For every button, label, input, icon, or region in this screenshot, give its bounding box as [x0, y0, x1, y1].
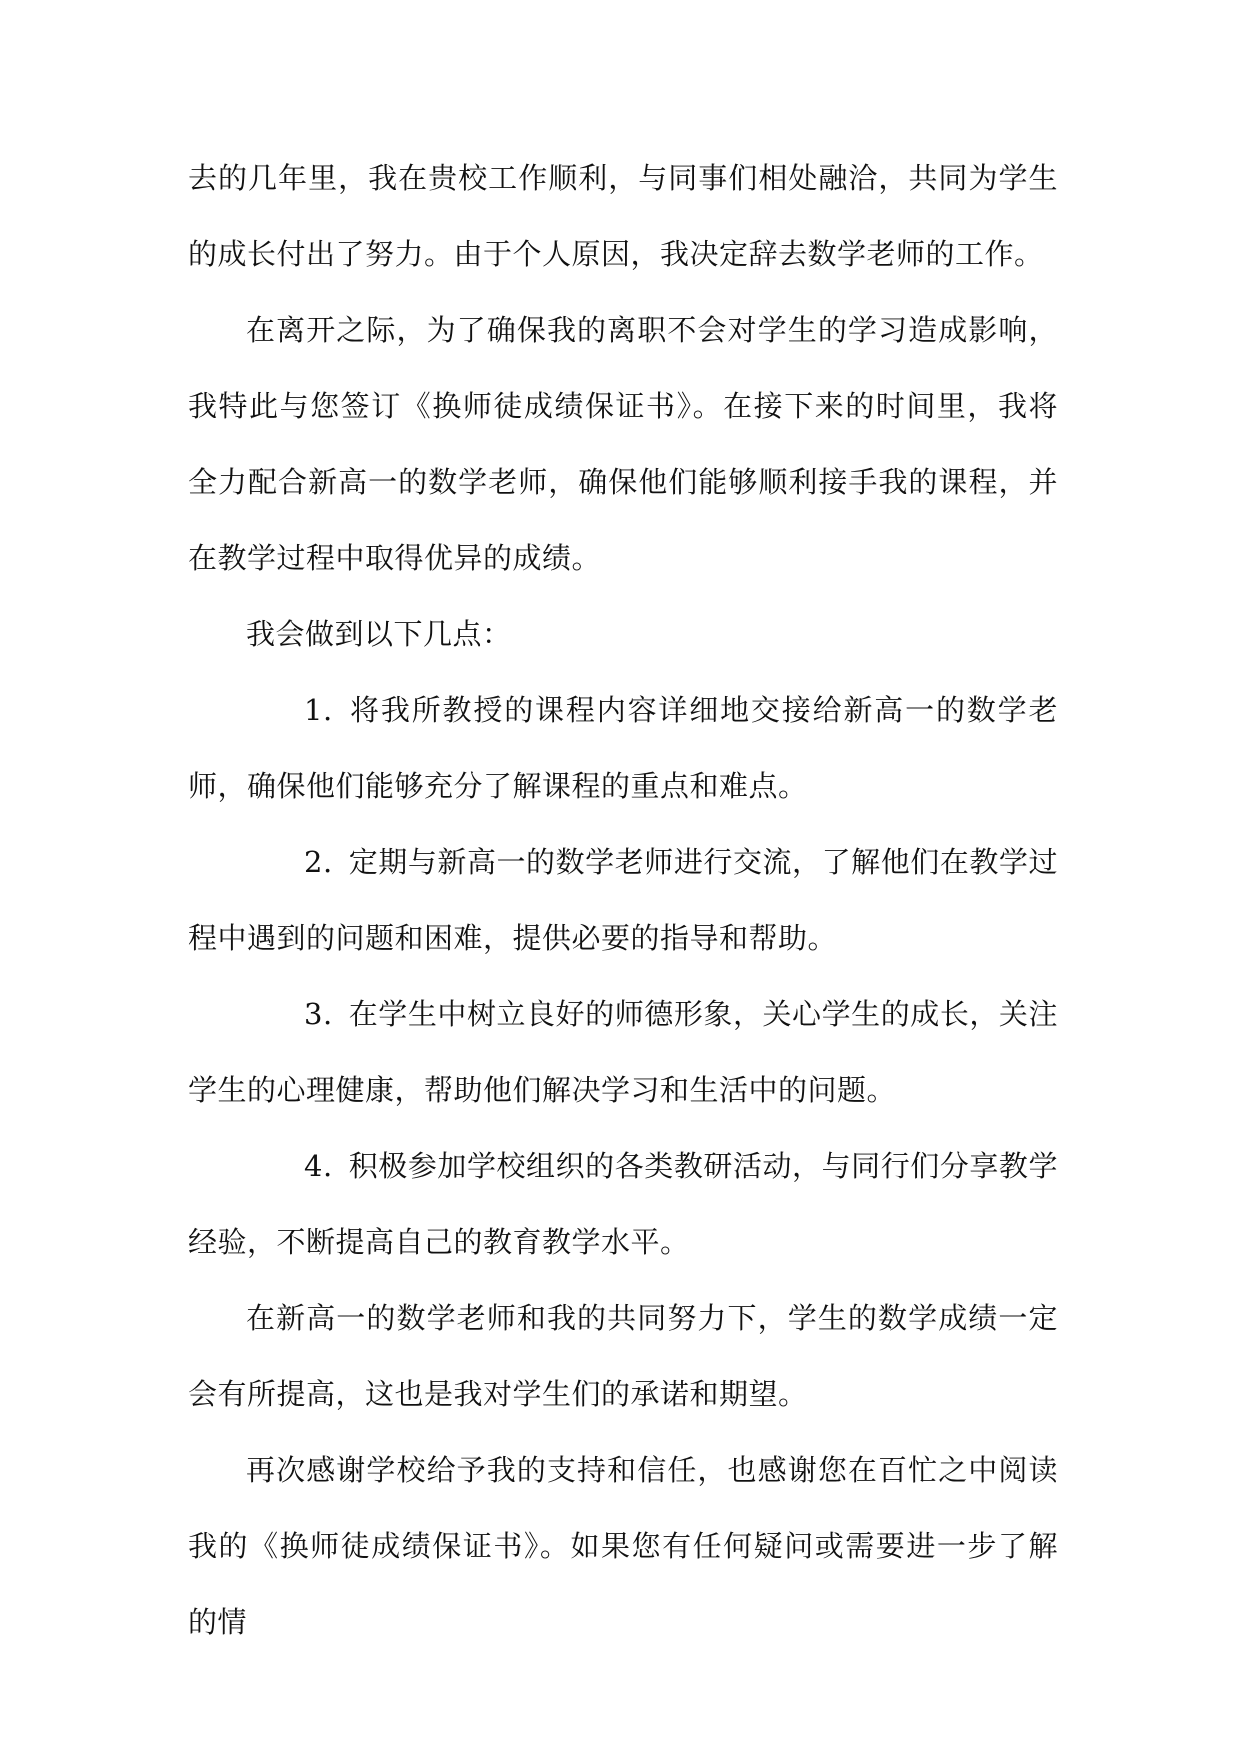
paragraph-continuation: 去的几年里，我在贵校工作顺利，与同事们相处融洽，共同为学生的成长付出了努力。由于个人原因，我决定辞去数学老师的工作。 — [188, 161, 1058, 271]
paragraph-list-lead: 我会做到以下几点： — [246, 617, 512, 651]
list-item-text: 将我所教授的课程内容详细地交接给新高一的数学老师，确保他们能够充分了解课程的重点和难点。 — [188, 693, 1058, 803]
list-item-text: 在学生中树立良好的师德形象，关心学生的成长，关注学生的心理健康，帮助他们解决学习和生活中的问题。 — [188, 997, 1058, 1107]
list-item-number: 4. — [304, 1149, 333, 1183]
list-item-number: 1. — [304, 693, 333, 727]
list-item — [188, 1128, 1058, 1280]
list-item — [188, 672, 1058, 824]
list-item-text: 积极参加学校组织的各类教研活动，与同行们分享教学经验，不断提高自己的教育教学水平。 — [188, 1149, 1058, 1259]
paragraph-closing-promise: 在新高一的数学老师和我的共同努力下，学生的数学成绩一定会有所提高，这也是我对学生们的承诺和期望。 — [188, 1301, 1058, 1411]
list-item — [188, 824, 1058, 976]
document-body — [188, 140, 1058, 1660]
list-item — [188, 976, 1058, 1128]
list-item-text: 定期与新高一的数学老师进行交流，了解他们在教学过程中遇到的问题和困难，提供必要的指导和帮助。 — [188, 845, 1058, 955]
list-item-number: 3. — [304, 997, 333, 1031]
paragraph-guarantee-intro: 在离开之际，为了确保我的离职不会对学生的学习造成影响，我特此与您签订《换师徒成绩保证书》。在接下来的时间里，我将全力配合新高一的数学老师，确保他们能够顺利接手我的课程，并在教学过程中取得优异的成绩。 — [188, 313, 1058, 575]
paragraph-closing-thanks: 再次感谢学校给予我的支持和信任，也感谢您在百忙之中阅读我的《换师徒成绩保证书》。如果您有任何疑问或需要进一步了解的情 — [188, 1453, 1058, 1639]
list-item-number: 2. — [304, 845, 333, 879]
